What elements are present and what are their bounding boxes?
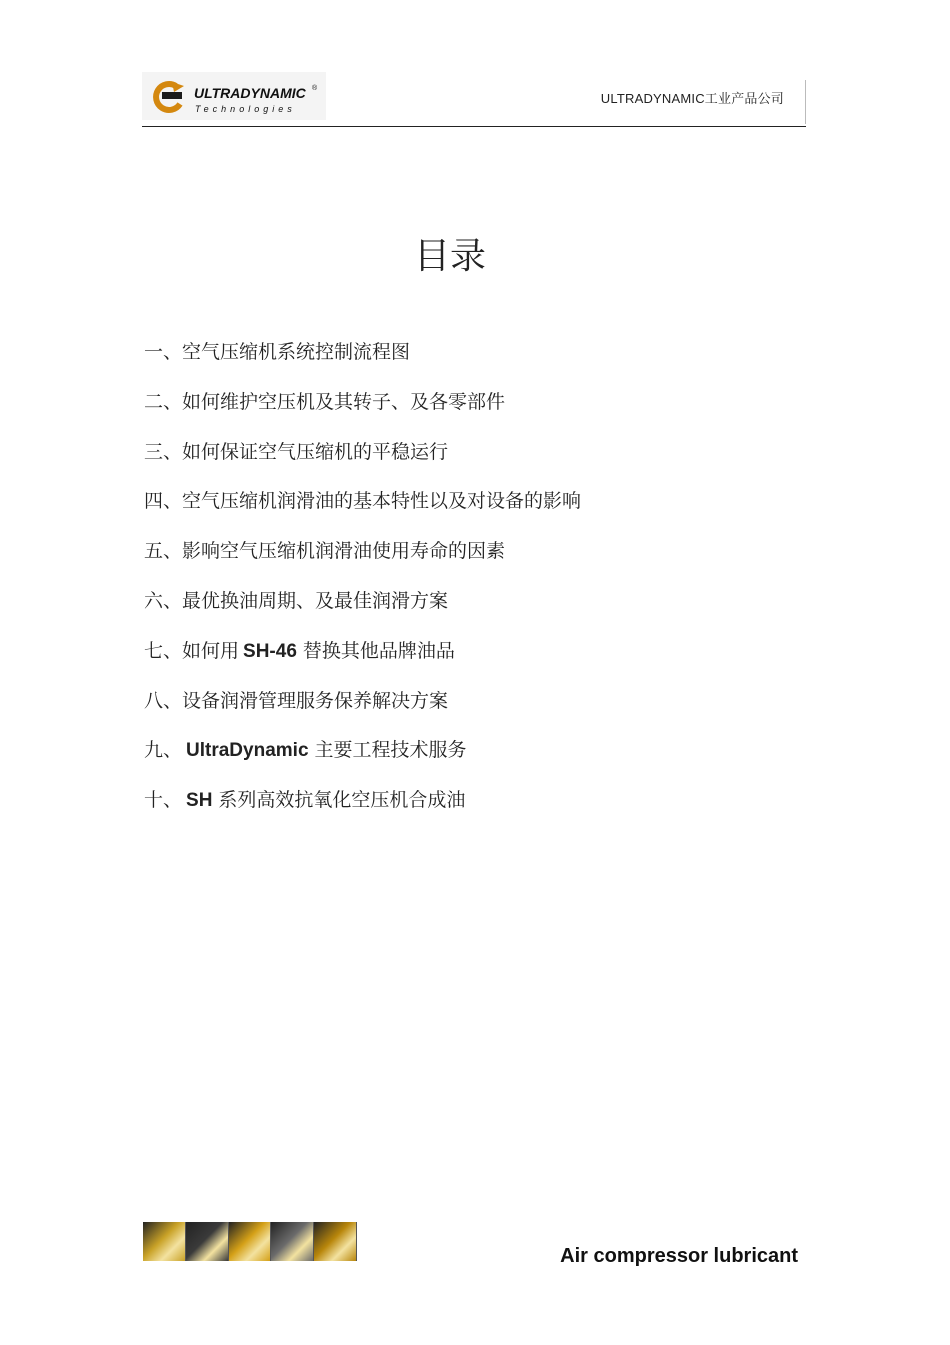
toc-entry[interactable] — [144, 585, 581, 635]
toc-number: 十、 — [144, 789, 183, 812]
toc-text: 如何保证空气压缩机的平稳运行 — [182, 440, 449, 463]
toc-number: 一、 — [144, 341, 183, 363]
toc-entry[interactable] — [144, 784, 581, 834]
toc-number: 七、 — [144, 639, 183, 662]
toc-text-prefix: 如何用 — [182, 639, 240, 662]
footer-image-strip — [143, 1222, 357, 1261]
toc-number: 三、 — [144, 440, 183, 463]
toc-entry[interactable] — [144, 485, 581, 535]
toc-entry[interactable] — [144, 535, 581, 585]
footer-tagline: Air compressor lubricant — [560, 1245, 798, 1267]
header-divider — [805, 80, 806, 124]
table-of-contents — [144, 336, 581, 834]
toc-text: 如何维护空压机及其转子、及各零部件 — [182, 390, 506, 413]
toc-number: 五、 — [144, 540, 183, 563]
toc-text: 最优换油周期、及最佳润滑方案 — [182, 589, 449, 612]
toc-number: 二、 — [144, 390, 183, 413]
toc-text: 系列高效抗氧化空压机合成油 — [218, 789, 466, 812]
toc-text: 空气压缩机润滑油的基本特性以及对设备的影响 — [182, 490, 582, 513]
toc-text: 主要工程技术服务 — [314, 739, 467, 762]
toc-entry[interactable] — [144, 685, 581, 735]
toc-text: 空气压缩机系统控制流程图 — [182, 341, 411, 363]
toc-entry[interactable] — [144, 635, 581, 685]
svg-text:ULTRADYNAMIC: ULTRADYNAMIC — [194, 85, 306, 101]
toc-text: 影响空气压缩机润滑油使用寿命的因素 — [182, 540, 506, 563]
screw-rotor-icon — [271, 1222, 314, 1261]
ultradynamic-logo — [142, 72, 326, 120]
bearing-icon — [143, 1222, 186, 1261]
toc-bold-term: SH — [186, 790, 213, 812]
gears-icon — [186, 1222, 229, 1261]
valve-icon — [314, 1222, 357, 1261]
toc-text: 替换其他品牌油品 — [302, 639, 455, 662]
page-title: 目录 — [413, 236, 486, 277]
toc-number: 九、 — [144, 739, 183, 762]
toc-number: 八、 — [144, 689, 183, 712]
toc-text: 设备润滑管理服务保养解决方案 — [182, 689, 449, 712]
toc-number: 四、 — [144, 490, 183, 513]
toc-entry[interactable] — [144, 386, 581, 436]
toc-number: 六、 — [144, 589, 183, 612]
gold-gear-icon — [229, 1222, 272, 1261]
svg-text:®: ® — [312, 85, 318, 92]
page-header — [142, 68, 806, 127]
toc-entry[interactable] — [144, 734, 581, 784]
toc-bold-term: UltraDynamic — [186, 740, 309, 762]
svg-text:Technologies: Technologies — [195, 104, 296, 114]
toc-bold-term: SH-46 — [243, 640, 297, 662]
toc-entry[interactable] — [144, 436, 581, 486]
toc-entry[interactable] — [144, 336, 581, 386]
company-name: ULTRADYNAMIC工业产品公司 — [600, 91, 784, 106]
